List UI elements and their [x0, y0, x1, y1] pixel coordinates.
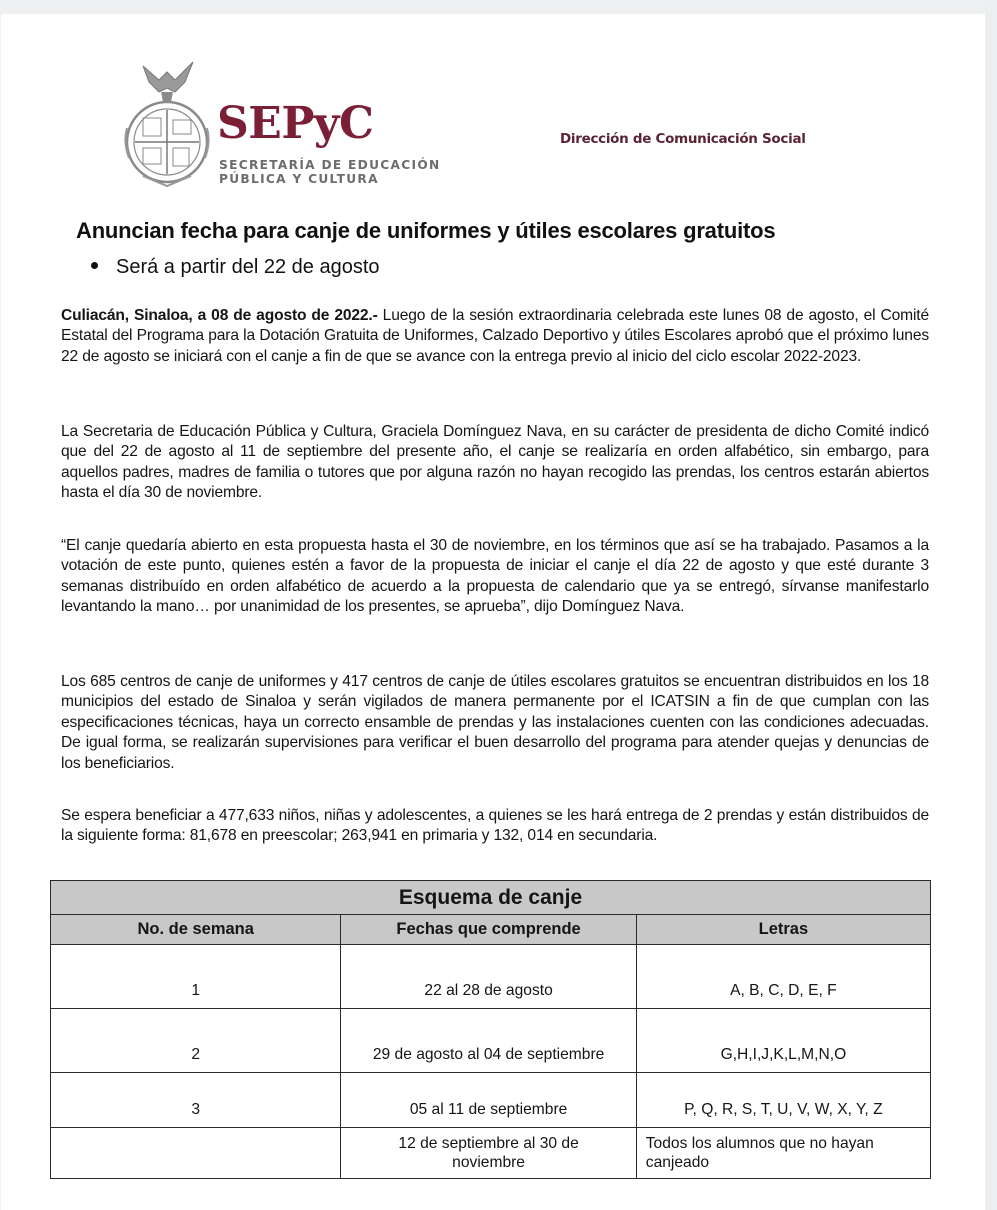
cell-letters: Todos los alumnos que no hayan canjeado — [636, 1128, 930, 1179]
bullet-icon — [91, 262, 98, 269]
column-header-week: No. de semana — [51, 915, 341, 945]
paragraph-1 — [61, 306, 929, 367]
table-row — [51, 1073, 931, 1128]
brand-subtitle — [219, 158, 441, 186]
table-title-row — [51, 881, 931, 915]
headline: Anuncian fecha para canje de uniformes y útiles escolares gratuitos — [76, 218, 776, 243]
table-row — [51, 945, 931, 1009]
cell-dates: 05 al 11 de septiembre — [341, 1073, 636, 1128]
paragraph-5: Se espera beneficiar a 477,633 niños, niñas y adolescentes, a quienes se les hará entrega de 2 prendas y están distribuidos de la siguiente forma: 81,678 en preescolar; 263,941 en primaria y 132, 014 en secundaria. — [61, 807, 929, 845]
cell-week: 2 — [51, 1009, 341, 1073]
cell-letters: P, Q, R, S, T, U, V, W, X, Y, Z — [636, 1073, 930, 1128]
cell-dates: 12 de septiembre al 30 de noviembre — [341, 1128, 636, 1179]
cell-letters: A, B, C, D, E, F — [636, 945, 930, 1009]
brand-subtitle-line-1: SECRETARÍA DE EDUCACIÓN — [219, 158, 441, 172]
paragraph-1-text: Luego de la sesión extraordinaria celebrada este lunes 08 de agosto, el Comité Estatal del Programa para la Dotación Gratuita de Uniformes, Calzado Deportivo y útiles Escolares aprobó que el próximo lunes 22 de agosto se iniciará con el canje a fin de que se avance con la entrega previo al inicio del ciclo escolar 2022-2023. — [61, 307, 929, 365]
paragraph-4: Los 685 centros de canje de uniformes y 417 centros de canje de útiles escolares gratuitos se encuentran distribuidos en los 18 municipios del estado de Sinaloa y serán vigilados de manera permanente por el ICATSIN a fin de que cumplan con las especificaciones técnicas, haya un correcto ensamble de prendas y las instalaciones cuenten con las condiciones adecuadas. De igual forma, se realizarán supervisiones para verificar el buen desarrollo del programa para atender quejas y denuncias de los beneficiarios. — [61, 673, 929, 772]
brand-name: SEPyC — [217, 98, 374, 149]
column-header-letters: Letras — [636, 915, 930, 945]
cell-dates: 22 al 28 de agosto — [341, 945, 636, 1009]
cell-week: 1 — [51, 945, 341, 1009]
subheadline-text: Será a partir del 22 de agosto — [116, 256, 380, 278]
brand-subtitle-line-2: PÚBLICA Y CULTURA — [219, 172, 379, 186]
sinaloa-seal-icon — [123, 58, 211, 188]
cell-week — [51, 1128, 341, 1179]
dateline: Culiacán, Sinaloa, a 08 de agosto de 2022.- — [61, 307, 378, 324]
subheadline-bullet — [91, 256, 380, 279]
table-title: Esquema de canje — [51, 881, 931, 915]
department-label: Dirección de Comunicación Social — [560, 131, 806, 147]
table-row — [51, 1009, 931, 1073]
paragraph-2: La Secretaria de Educación Pública y Cultura, Graciela Domínguez Nava, en su carácter de presidenta de dicho Comité indicó que del 22 de agosto al 11 de septiembre del presente año, el canje se realizaría en orden alfabético, sin embargo, para aquellos padres, madres de familia o tutores que por alguna razón no hayan recogido las prendas, los centros estarán abiertos hasta el día 30 de noviembre. — [61, 423, 929, 502]
cell-letters: G,H,I,J,K,L,M,N,O — [636, 1009, 930, 1073]
table-row — [51, 1128, 931, 1179]
paragraph-3-quote: “El canje quedaría abierto en esta propuesta hasta el 30 de noviembre, en los términos que así se ha trabajado. Pasamos a la votación de este punto, quienes estén a favor de la propuesta de iniciar el canje el día 22 de agosto y que esté durante 3 semanas distribuído en orden alfabético de acuerdo a la propuesta de calendario que ya se entregó, sírvanse manifestarlo levantando la mano… por unanimidad de los presentes, se aprueba”, dijo Domínguez Nava. — [61, 537, 929, 616]
viewer-scroll-gutter — [985, 0, 997, 1210]
column-header-dates: Fechas que comprende — [341, 915, 636, 945]
cell-dates: 29 de agosto al 04 de septiembre — [341, 1009, 636, 1073]
table-header-row — [51, 915, 931, 945]
cell-week: 3 — [51, 1073, 341, 1128]
exchange-schedule-table — [50, 880, 931, 1179]
